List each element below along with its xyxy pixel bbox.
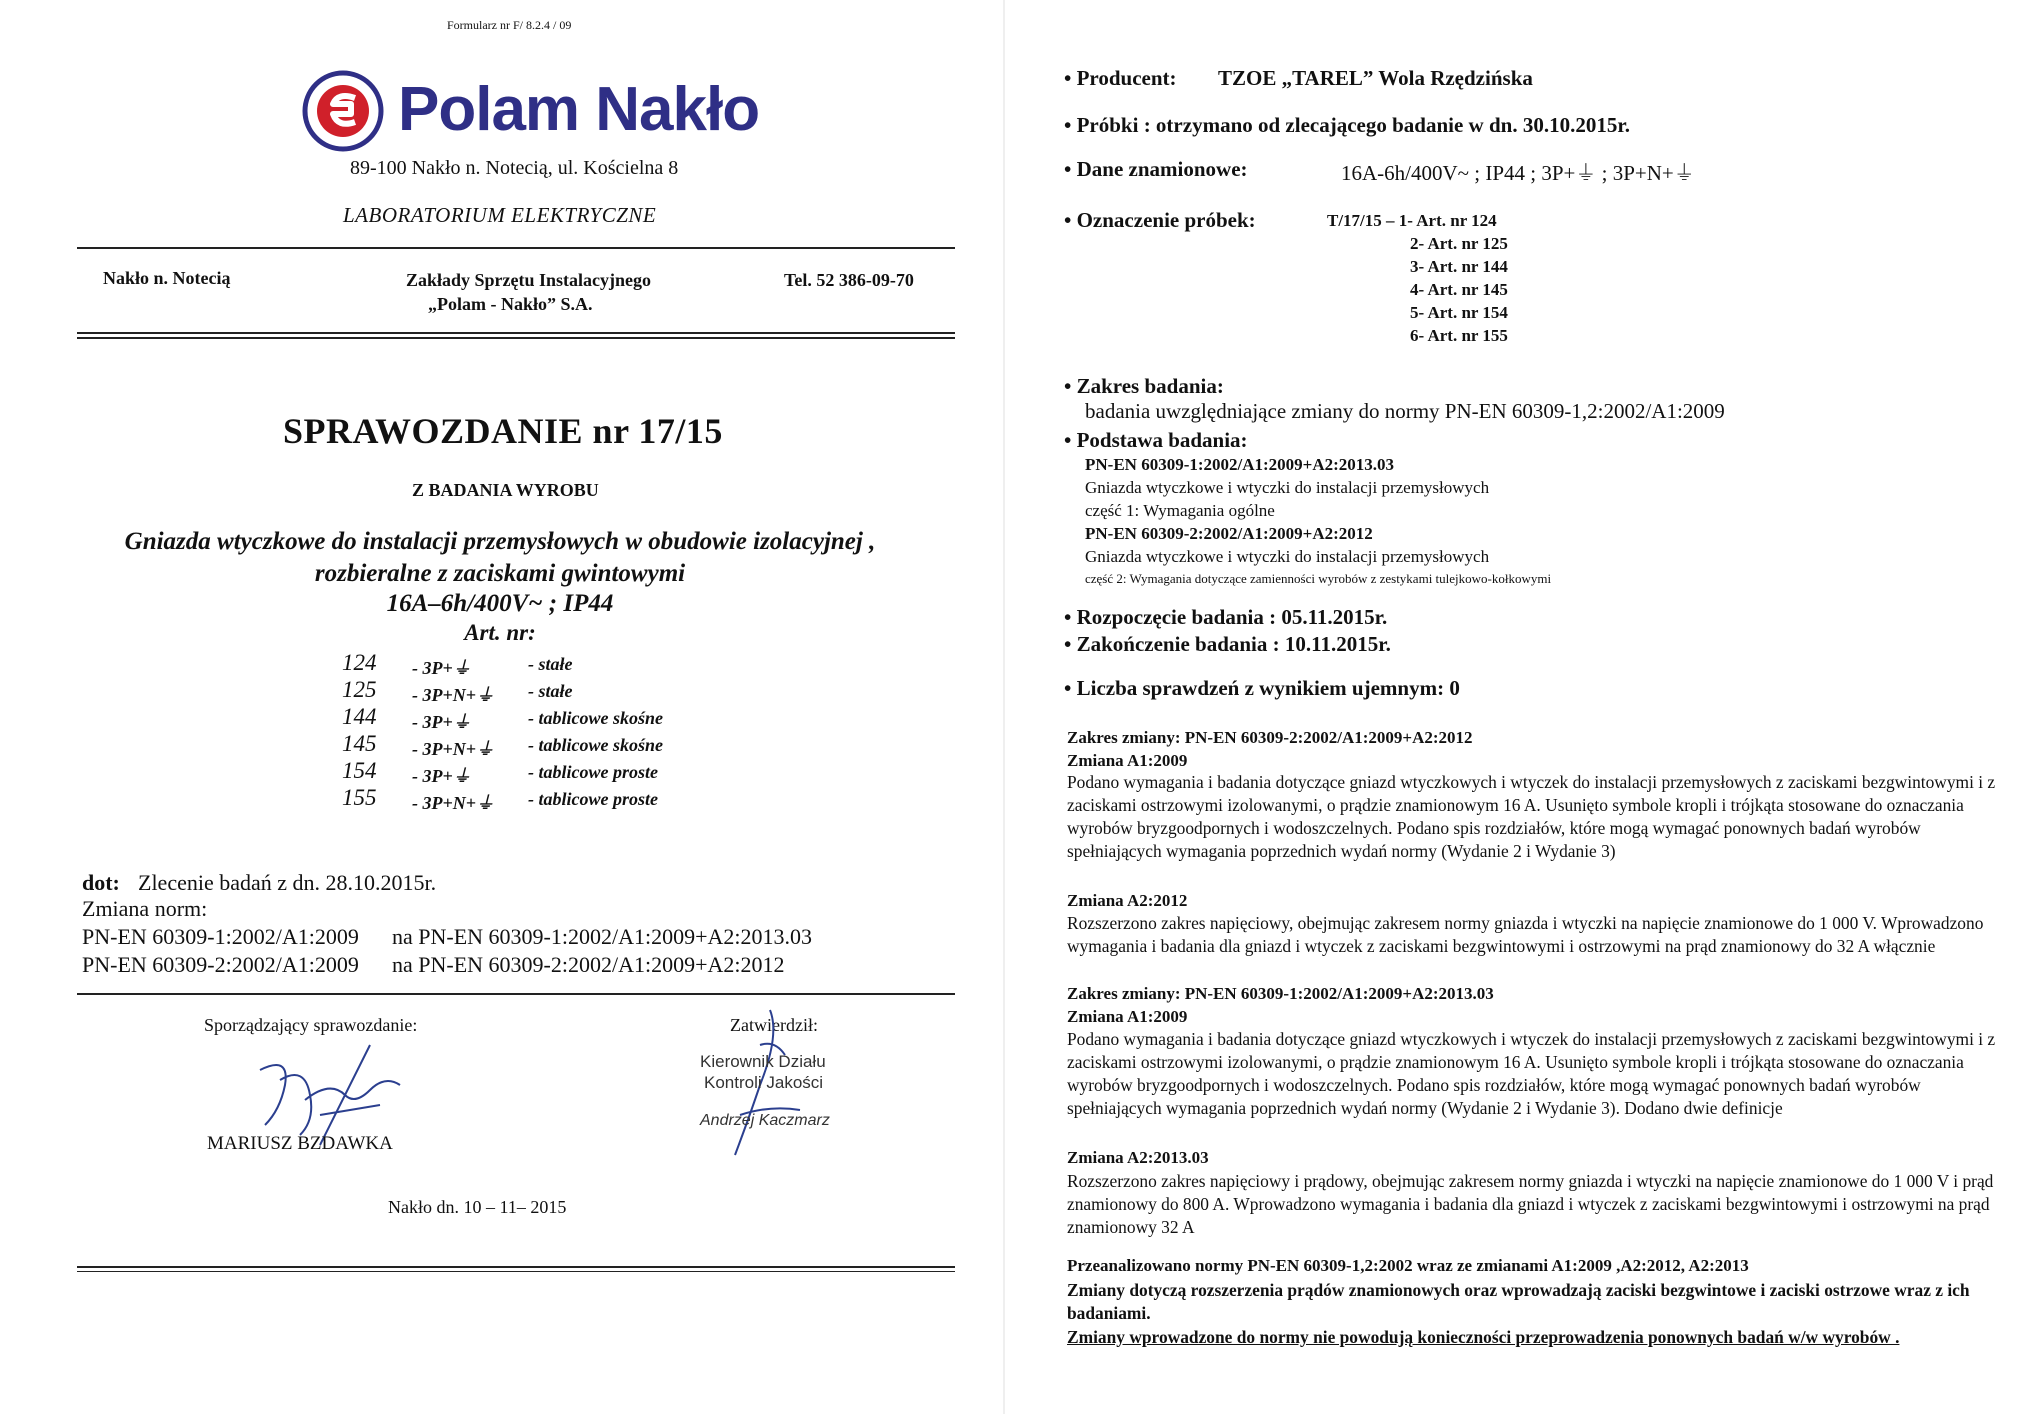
report-subtitle: Z BADANIA WYROBU <box>412 480 599 500</box>
article-desc: - tablicowe skośne <box>528 708 663 728</box>
dot-text: Zlecenie badań z dn. 28.10.2015r. <box>138 870 437 895</box>
change-2-a2-text: Rozszerzono zakres napięciowy i prądowy, obejmując zakresem normy gniazda i wtyczki na napięcie znamionowe do 1 000 V i prąd znamionowy do 800 A. Wprowadzono wymagania i badania dla gniazd i wtyczek z zaciskami bezgwintowymi i ostrzowymi na prąd znamionowy 32 A <box>1067 1171 1994 1237</box>
norm-change-label: Zmiana norm: <box>82 896 208 921</box>
test-start: • Rozpoczęcie badania : 05.11.2015r. <box>1064 605 1388 629</box>
conclusion-line-2: Zmiany dotyczą rozszerzenia prądów znamionowych oraz wprowadzają zaciski bezgwintowe i zaciski ostrzowe wraz z ich badaniami. <box>1067 1280 1970 1323</box>
article-type: - 3P+N+⏚ <box>412 739 495 759</box>
article-number: 144 <box>342 704 377 729</box>
norm-change-from: PN-EN 60309-2:2002/A1:2009 <box>82 952 359 977</box>
header-company-line2: „Polam - Nakło” S.A. <box>428 294 593 314</box>
sample-marking-item: 5- Art. nr 154 <box>1410 303 1508 322</box>
sample-marking-item: 4- Art. nr 145 <box>1410 280 1508 299</box>
stamp-line-3: Andrzej Kaczmarz <box>700 1112 830 1129</box>
product-line-1: Gniazda wtyczkowe do instalacji przemysłowych w obudowie izolacyjnej , <box>124 528 876 555</box>
scope-label: • Zakres badania: <box>1064 374 1224 398</box>
report-page-left <box>0 0 1000 1414</box>
header-rule-bottom-2 <box>77 337 955 339</box>
article-type: - 3P+⏚ <box>412 766 471 786</box>
prepared-by-label: Sporządzający sprawozdanie: <box>204 1015 418 1035</box>
form-number: Formularz nr F/ 8.2.4 / 09 <box>447 18 572 32</box>
approved-label: Zatwierdził: <box>730 1015 818 1035</box>
basis-1-line2: część 1: Wymagania ogólne <box>1085 501 1275 520</box>
article-number: 145 <box>342 731 377 756</box>
product-line-4: Art. nr: <box>464 620 536 645</box>
basis-2-line1: Gniazda wtyczkowe i wtyczki do instalacji przemysłowych <box>1085 547 1490 566</box>
sample-marking-item: T/17/15 – 1- Art. nr 124 <box>1327 211 1497 230</box>
negative-results: • Liczba sprawdzeń z wynikiem ujemnym: 0 <box>1064 676 1460 700</box>
change-2-a1-title: Zmiana A1:2009 <box>1067 1007 1188 1026</box>
dot-label: dot: <box>82 870 120 895</box>
company-address: 89-100 Nakło n. Notecią, ul. Kościelna 8 <box>350 157 679 179</box>
product-line-2: rozbieralne z zaciskami gwintowymi <box>314 560 686 587</box>
article-desc: - tablicowe proste <box>528 762 658 782</box>
sample-marking-label: • Oznaczenie próbek: <box>1064 208 1256 232</box>
change-block-2-title: Zakres zmiany: PN-EN 60309-1:2002/A1:2009+A2:2013.03 <box>1067 984 1494 1003</box>
basis-2-line2: część 2: Wymagania dotyczące zamienności wyrobów z zestykami tulejkowo-kołkowymi <box>1085 571 1552 586</box>
polam-logo-icon <box>300 68 386 154</box>
change-1-a1-title: Zmiana A1:2009 <box>1067 751 1188 770</box>
basis-1-line1: Gniazda wtyczkowe i wtyczki do instalacji przemysłowych <box>1085 478 1490 497</box>
change-1-a1-text: Podano wymagania i badania dotyczące gniazd wtyczkowych i wtyczek do instalacji przemysłowych z zaciskami bezgwintowymi i z zaciskami ostrzowymi izolowanymi, o prądzie znamionowym 16 A. Usunięto symbole kropli i trójkąta stosowane do oznaczania wyrobów bryzgoodpornych i wodoszczelnych. Podano spis rozdziałów, które mogą wymagać ponownych badań wyrobów spełniających wymagania poprzednich wydań normy (Wydanie 2 i Wydanie 3) <box>1067 772 1996 861</box>
change-1-a2-text: Rozszerzono zakres napięciowy, obejmując zakresem normy gniazda i wtyczki na napięcie znamionowe do 1 000 V. Wprowadzono wymagania i badania dla gniazd i wtyczek z zaciskami bezgwintowymi i ostrzowymi na prąd znamionowy do 32 A włącznie <box>1067 913 1984 956</box>
company-logo-text: Polam Nakło <box>398 75 760 144</box>
article-number: 125 <box>342 677 377 702</box>
header-rule-bottom-1 <box>77 332 955 334</box>
producer-value: TZOE „TAREL” Wola Rzędzińska <box>1218 66 1533 90</box>
article-type: - 3P+N+⏚ <box>412 685 495 705</box>
place-date: Nakło dn. 10 – 11– 2015 <box>388 1197 567 1217</box>
header-rule-top <box>77 247 955 249</box>
ratings-value: 16A-6h/400V~ ; IP44 ; 3P+⏚ ; 3P+N+⏚ <box>1341 161 1695 185</box>
conclusion-line-1: Przeanalizowano normy PN-EN 60309-1,2:2002 wraz ze zmianami A1:2009 ,A2:2012, A2:2013 <box>1067 1256 1749 1275</box>
footer-rule-1 <box>77 1266 955 1268</box>
samples-received: • Próbki : otrzymano od zlecającego badanie w dn. 30.10.2015r. <box>1064 113 1630 137</box>
article-desc: - stałe <box>528 654 573 674</box>
basis-2-code: PN-EN 60309-2:2002/A1:2009+A2:2012 <box>1085 524 1373 543</box>
change-2-a2-title: Zmiana A2:2013.03 <box>1067 1148 1209 1167</box>
stamp-line-1: Kierownik Działu <box>700 1052 826 1071</box>
article-type: - 3P+N+⏚ <box>412 793 495 813</box>
producer-label: • Producent: <box>1064 66 1177 90</box>
article-type: - 3P+⏚ <box>412 658 471 678</box>
footer-rule-2 <box>77 1271 955 1272</box>
norm-change-to: na PN-EN 60309-1:2002/A1:2009+A2:2013.03 <box>392 924 812 949</box>
norm-change-to: na PN-EN 60309-2:2002/A1:2009+A2:2012 <box>392 952 785 977</box>
conclusion-line-3: Zmiany wprowadzone do normy nie powodują konieczności przeprowadzenia ponownych badań w/w wyrobów . <box>1067 1327 1900 1347</box>
header-city: Nakło n. Notecią <box>103 268 231 288</box>
page-divider <box>1003 0 1005 1414</box>
report-page-right <box>1010 0 2036 1414</box>
ratings-label: • Dane znamionowe: <box>1064 157 1248 181</box>
sample-marking-item: 2- Art. nr 125 <box>1410 234 1508 253</box>
test-end: • Zakończenie badania : 10.11.2015r. <box>1064 632 1391 656</box>
change-block-1-title: Zakres zmiany: PN-EN 60309-2:2002/A1:2009+A2:2012 <box>1067 728 1473 747</box>
lab-name: LABORATORIUM ELEKTRYCZNE <box>343 203 657 227</box>
article-type: - 3P+⏚ <box>412 712 471 732</box>
sample-marking-item: 6- Art. nr 155 <box>1410 326 1508 345</box>
article-number: 154 <box>342 758 377 783</box>
report-title: SPRAWOZDANIE nr 17/15 <box>283 411 723 451</box>
change-1-a2-title: Zmiana A2:2012 <box>1067 891 1188 910</box>
prepared-by-name: MARIUSZ BZDAWKA <box>207 1133 393 1154</box>
basis-label: • Podstawa badania: <box>1064 428 1248 452</box>
signature-rule <box>77 993 955 995</box>
stamp-line-2: Kontroli Jakości <box>704 1073 824 1092</box>
article-desc: - stałe <box>528 681 573 701</box>
sample-marking-item: 3- Art. nr 144 <box>1410 257 1508 276</box>
article-desc: - tablicowe proste <box>528 789 658 809</box>
change-2-a1-text: Podano wymagania i badania dotyczące gniazd wtyczkowych i wtyczek do instalacji przemysłowych z zaciskami bezgwintowymi i z zaciskami ostrzowymi izolowanymi, o prądzie znamionowym 16 A. Usunięto symbole kropli i trójkąta stosowane do oznaczania wyrobów bryzgoodpornych i wodoszczelnych. Podano spis rozdziałów, które mogą wymagać ponownych badań wyrobów spełniających wymagania poprzednich wydań normy (Wydanie 2 i Wydanie 3). Dodano dwie definicje <box>1067 1029 1996 1118</box>
norm-change-from: PN-EN 60309-1:2002/A1:2009 <box>82 924 359 949</box>
header-company-line1: Zakłady Sprzętu Instalacyjnego <box>406 270 652 290</box>
article-number: 155 <box>342 785 377 810</box>
scope-text: badania uwzględniające zmiany do normy PN-EN 60309-1,2:2002/A1:2009 <box>1085 399 1725 423</box>
article-number: 124 <box>342 650 377 675</box>
basis-1-code: PN-EN 60309-1:2002/A1:2009+A2:2013.03 <box>1085 455 1395 474</box>
article-desc: - tablicowe skośne <box>528 735 663 755</box>
header-phone: Tel. 52 386-09-70 <box>784 270 914 290</box>
product-line-3: 16A–6h/400V~ ; IP44 <box>386 590 614 617</box>
